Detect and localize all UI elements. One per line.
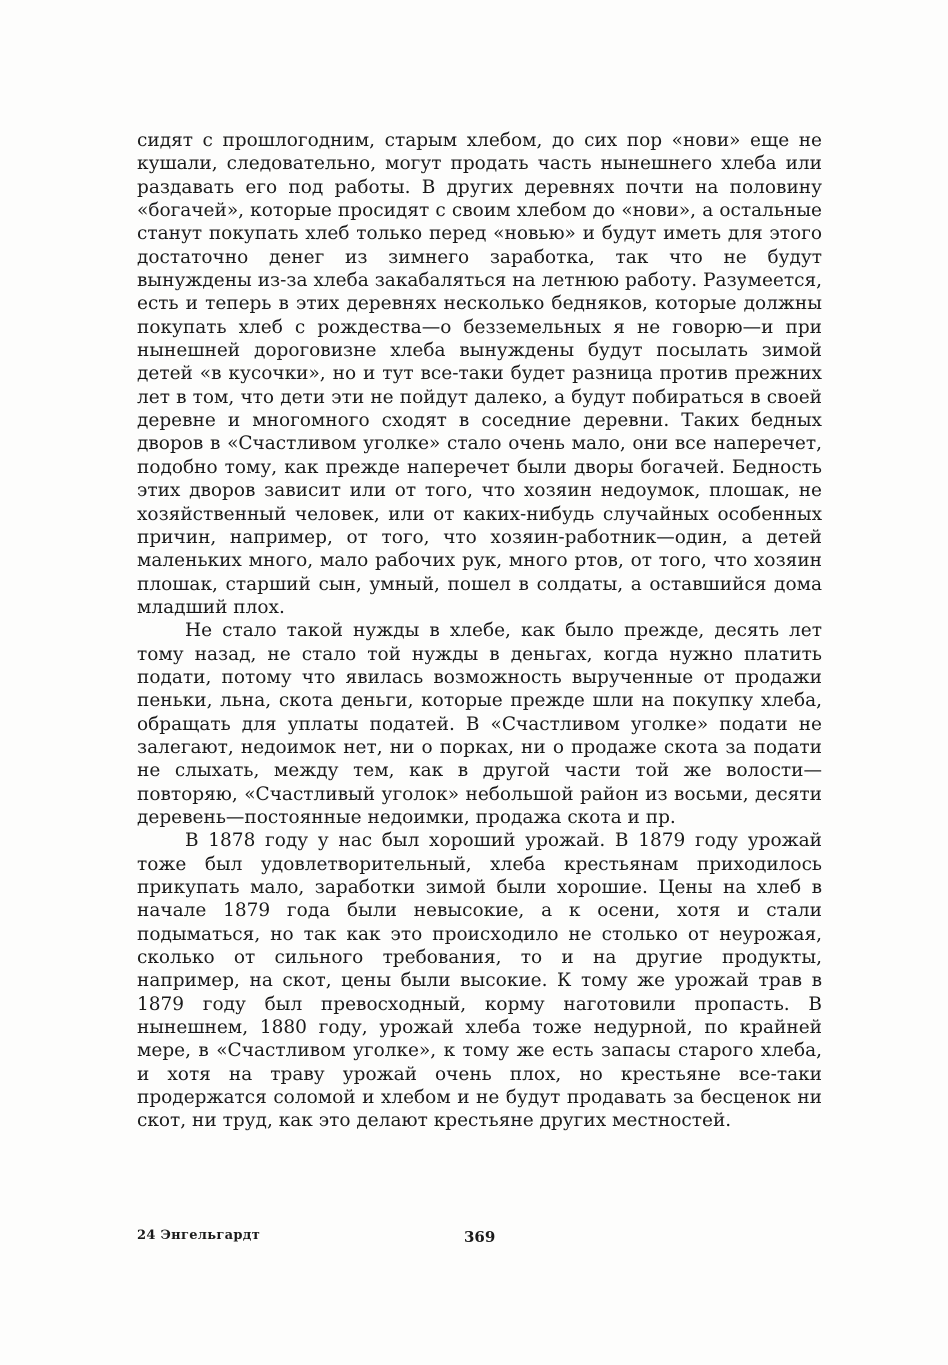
printer-signature: 24 Энгельгардт (137, 1228, 261, 1243)
page-footer (137, 1228, 822, 1250)
paragraph-harvest: В 1878 году у нас был хороший урожай. В 1879 году урожай тоже был удовлетворительный, хлеба крестьянам приходилось прикупать мало, заработки зимой были хорошие. Цены на хлеб в начале 1879 года были невысокие, а к осени, хотя и стали подыматься, но так как это происходило не столько от неурожая, сколько от сильного требования, то и на другие продукты, например, на скот, цены были высокие. К тому же урожай трав в 1879 году был превосходный, корму наготовили пропасть. В нынешнем, 1880 году, урожай хлеба тоже недурной, по крайней мере, в «Счастливом уголке», к тому же есть запасы старого хлеба, и хотя на траву урожай очень плох, но крестьяне все-таки продержатся соломой и хлебом и не будут продавать за бесценок ни скот, ни труд, как это делают крестьяне других местностей. (137, 830, 822, 1132)
page-number: 369 (464, 1228, 496, 1246)
paragraph-taxes: Не стало такой нужды в хлебе, как было прежде, десять лет тому назад, не стало той нужды в деньгах, когда нужно платить подати, потому что явилась возможность вырученные от продажи пеньки, льна, скота деньги, которые прежде шли на покупку хлеба, обращать для уплаты податей. В «Счастливом уголке» подати не залегают, недоимок нет, ни о порках, ни о продаже скота за подати не слыхать, между тем, как в другой части той же волости—повторяю, «Счастливый уголок» небольшой район из восьми, десяти деревень—постоянные недоимки, продажа скота и пр. (137, 620, 822, 828)
body-text (137, 129, 822, 1133)
paragraph-continuation: сидят с прошлогодним, старым хлебом, до сих пор «нови» еще не кушали, следовательно, могут продать часть нынешнего хлеба или раздавать его под работы. В других деревнях почти на половину «богачей», которые просидят с своим хлебом до «нови», а остальные станут покупать хлеб только перед «новью» и будут иметь для этого достаточно денег из зимнего заработка, так что не будут вынуждены из-за хлеба закабаляться на летнюю работу. Разумеется, есть и теперь в этих деревнях несколько бедняков, которые должны покупать хлеб с рождества—о безземельных я не говорю—и при нынешней дороговизне хлеба вынуждены будут посылать зимой детей «в кусочки», но и тут все-таки будет разница против прежних лет в том, что дети эти не пойдут далеко, а будут побираться в своей деревне и многомного сходят в соседние деревни. Таких бедных дворов в «Счастливом уголке» стало очень мало, они все наперечет, подобно тому, как прежде наперечет были дворы богачей. Бедность этих дворов зависит или от того, что хозяин недоумок, плошак, не хозяйственный человек, или от каких-нибудь случайных особенных причин, например, от того, что хозяин-работник—один, а детей маленьких много, мало рабочих рук, много ртов, от того, что хозяин плошак, старший сын, умный, пошел в солдаты, а оставшийся дома младший плох. (137, 130, 822, 618)
